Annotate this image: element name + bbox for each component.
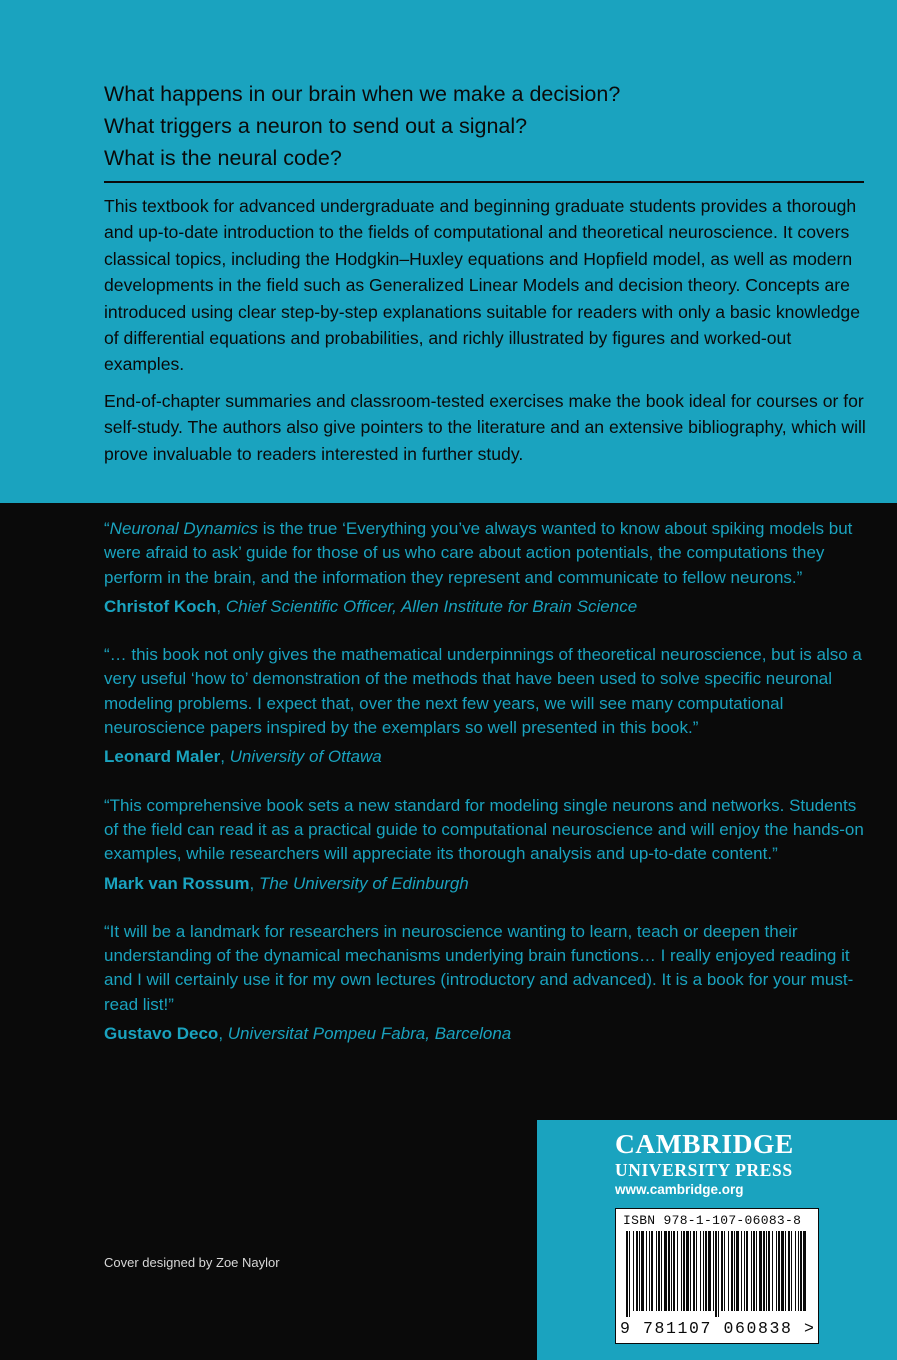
endorsements [104, 517, 874, 1070]
divider-rule [104, 181, 864, 183]
quote-affiliation: Chief Scientific Officer, Allen Institute for Brain Science [225, 596, 638, 616]
quote-author: Gustavo Deco [104, 1024, 219, 1044]
barcode-icon [624, 1231, 812, 1317]
questions [104, 78, 864, 174]
question-1: What happens in our brain when we make a decision? [104, 82, 621, 106]
quote-text: “It will be a landmark for researchers in neuroscience wanting to learn, teach or deepen their understanding of the dynamical mechanisms underlying brain functions… I really enjoyed reading it and I will certainly use it for my own lectures (introductory and advanced). It is a book for your must-read list!” [104, 921, 854, 1014]
quote-open-mark: “ [104, 519, 110, 538]
endorsement-koch [104, 517, 874, 619]
question-3: What is the neural code? [104, 146, 342, 170]
top-panel [0, 0, 897, 503]
quote-author: Christof Koch [104, 596, 217, 616]
quote-author: Mark van Rossum [104, 873, 250, 893]
description-paragraph-2: End-of-chapter summaries and classroom-tested exercises make the book ideal for courses or for self-study. The authors also give pointers to the literature and an extensive bibliography, which will prove invaluable to readers interested in further study. [104, 390, 866, 464]
quote-attribution: Christof Koch, Chief Scientific Officer, Allen Institute for Brain Science [104, 596, 638, 616]
quote-attribution: Gustavo Deco, Universitat Pompeu Fabra, Barcelona [104, 1024, 512, 1044]
quote-text: “This comprehensive book sets a new standard for modeling single neurons and networks. Students of the field can read it as a practical guide to computational neuroscience and will enjoy the hands-on examples, while researchers will appreciate its thorough analysis and up-to-date content.” [104, 795, 864, 864]
endorsement-van-rossum [104, 794, 874, 896]
barcode-digits: 9 781107 060838 > [620, 1319, 816, 1338]
quote-attribution: Mark van Rossum, The University of Edinburgh [104, 873, 469, 893]
cover-credit: Cover designed by Zoe Naylor [104, 1255, 280, 1270]
barcode-label [615, 1208, 819, 1344]
publisher-panel [537, 1120, 897, 1360]
book-description [104, 193, 876, 477]
publisher-logo-subtitle: UNIVERSITY PRESS [615, 1160, 793, 1180]
question-2: What triggers a neuron to send out a signal? [104, 114, 528, 138]
quote-author: Leonard Maler [104, 747, 221, 767]
publisher-website: www.cambridge.org [615, 1182, 744, 1197]
quote-attribution: Leonard Maler, University of Ottawa [104, 747, 382, 767]
quote-body: is the true ‘Everything you’ve always wanted to know about spiking models but were afraid to ask’ guide for those of us who care about action potentials, the computations they perform in the brain, and the information they represent and communicate to fellow neurons.” [104, 519, 853, 587]
quote-affiliation: The University of Edinburgh [258, 873, 469, 893]
quote-affiliation: Universitat Pompeu Fabra, Barcelona [227, 1024, 512, 1044]
endorsement-maler [104, 643, 874, 769]
endorsement-deco [104, 920, 874, 1046]
quote-affiliation: University of Ottawa [229, 747, 382, 767]
quote-book-title: Neuronal Dynamics [109, 519, 259, 538]
description-paragraph-1: This textbook for advanced undergraduate and beginning graduate students provides a thorough and up-to-date introduction to the fields of computational and theoretical neuroscience. It covers classical topics, including the Hodgkin–Huxley equations and Hopfield model, as well as modern developments in the field such as Generalized Linear Models and decision theory. Concepts are introduced using clear step-by-step explanations suitable for readers with only a basic knowledge of differential equations and probabilities, and richly illustrated by figures and worked-out examples. [104, 196, 860, 375]
publisher-logo-name: CAMBRIDGE [615, 1128, 794, 1159]
quote-text [104, 517, 874, 590]
quote-text: “… this book not only gives the mathematical underpinnings of theoretical neuroscience, but is also a very useful ‘how to’ demonstration of the methods that have been used to solve specific neuronal modeling problems. I expect that, over the next few years, we will see many computational neuroscience papers inspired by the exemplars so well presented in this book.” [104, 645, 862, 738]
isbn-text: ISBN 978-1-107-06083-8 [623, 1213, 802, 1228]
